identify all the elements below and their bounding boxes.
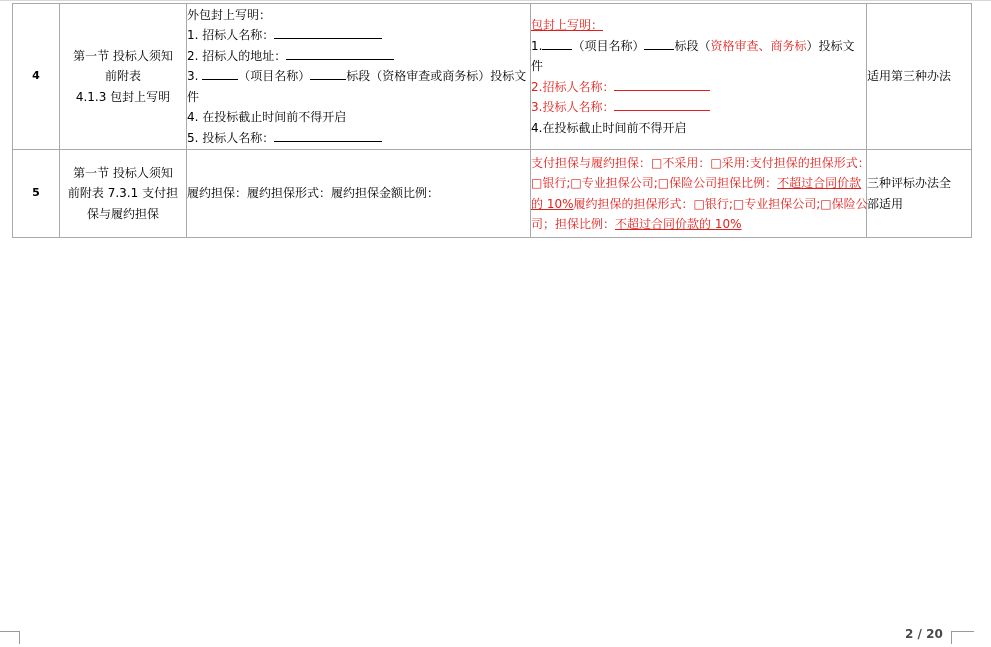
- original-item-4: 4. 在投标截止时间前不得开启: [187, 110, 347, 125]
- revised-clause-cell: [531, 150, 870, 238]
- applicability-cell: [867, 150, 972, 238]
- original-item-5: 5. 投标人名称：: [187, 128, 530, 149]
- section-line: 前附表 7.3.1 支付担: [67, 186, 179, 201]
- fill-blank: [644, 37, 674, 50]
- applicability-note: 部适用: [867, 196, 904, 211]
- page-top-border: [0, 0, 991, 1]
- original-text: 履约担保：履约担保形式：履约担保金额比例：: [187, 186, 440, 201]
- revised-heading: 包封上写明：: [531, 18, 604, 32]
- fill-blank: [274, 26, 382, 39]
- original-item-1: 1. 招标人名称：: [187, 25, 530, 46]
- revised-item-1-cont: 件: [531, 59, 544, 73]
- fill-blank: [274, 129, 382, 142]
- section-line: 第一节 投标人须知: [73, 165, 173, 180]
- applicability-cell: [867, 4, 972, 150]
- section-cell: [60, 150, 187, 238]
- row-number: 5: [32, 186, 40, 200]
- revised-item-1: 1. （项目名称） 标段（资格审查、商务标）投标文: [531, 38, 855, 53]
- fill-blank: [614, 78, 710, 91]
- revised-item-4: 4.在投标截止时间前不得开启: [531, 120, 687, 135]
- page-corner-mark-right: [951, 631, 974, 644]
- table-row: [13, 4, 972, 150]
- fill-blank: [614, 98, 710, 111]
- fill-blank: [542, 37, 572, 50]
- row-number-cell: [13, 4, 60, 150]
- original-item-2: 2. 招标人的地址：: [187, 46, 530, 67]
- revised-line-1: 支付担保与履约担保：□不采用：□采用:支付担保的担保形式：: [531, 155, 870, 170]
- row-number-cell: [13, 150, 60, 238]
- original-heading: 外包封上写明：: [187, 7, 272, 22]
- revised-clause-cell: [531, 4, 867, 150]
- revised-item-3: 3.投标人名称：: [531, 97, 866, 118]
- comparison-table: [12, 3, 972, 238]
- table-row: [13, 150, 972, 238]
- revised-line-4: 司；担保比例：不超过合同价款的 10%: [531, 217, 742, 231]
- section-line: 保与履约担保: [86, 206, 159, 221]
- original-clause-cell: [187, 150, 531, 238]
- applicability-note: 三种评标办法全: [867, 176, 952, 190]
- applicability-note: 适用第三种办法: [867, 69, 952, 84]
- section-line: 前附表: [104, 69, 141, 84]
- original-item-3: 3. （项目名称） 标段（资格审查或商务标）投标文: [187, 69, 527, 84]
- fill-blank: [310, 67, 346, 80]
- row-number: 4: [32, 69, 40, 83]
- page-indicator: 2 / 20: [905, 627, 943, 641]
- fill-blank: [286, 47, 394, 60]
- original-item-3-cont: 件: [187, 89, 200, 104]
- page-corner-mark-left: [0, 631, 20, 644]
- revised-line-3: 的 10%履约担保的担保形式：□银行;□专业担保公司;□保险公: [531, 196, 868, 211]
- fill-blank: [202, 67, 238, 80]
- section-line: 4.1.3 包封上写明: [75, 89, 171, 104]
- revised-item-2: 2.招标人名称：: [531, 77, 866, 98]
- original-clause-cell: [187, 4, 531, 150]
- section-cell: [60, 4, 187, 150]
- revised-line-2: □银行;□专业担保公司;□保险公司担保比例：不超过合同价款: [531, 176, 862, 190]
- section-line: 第一节 投标人须知: [73, 48, 173, 63]
